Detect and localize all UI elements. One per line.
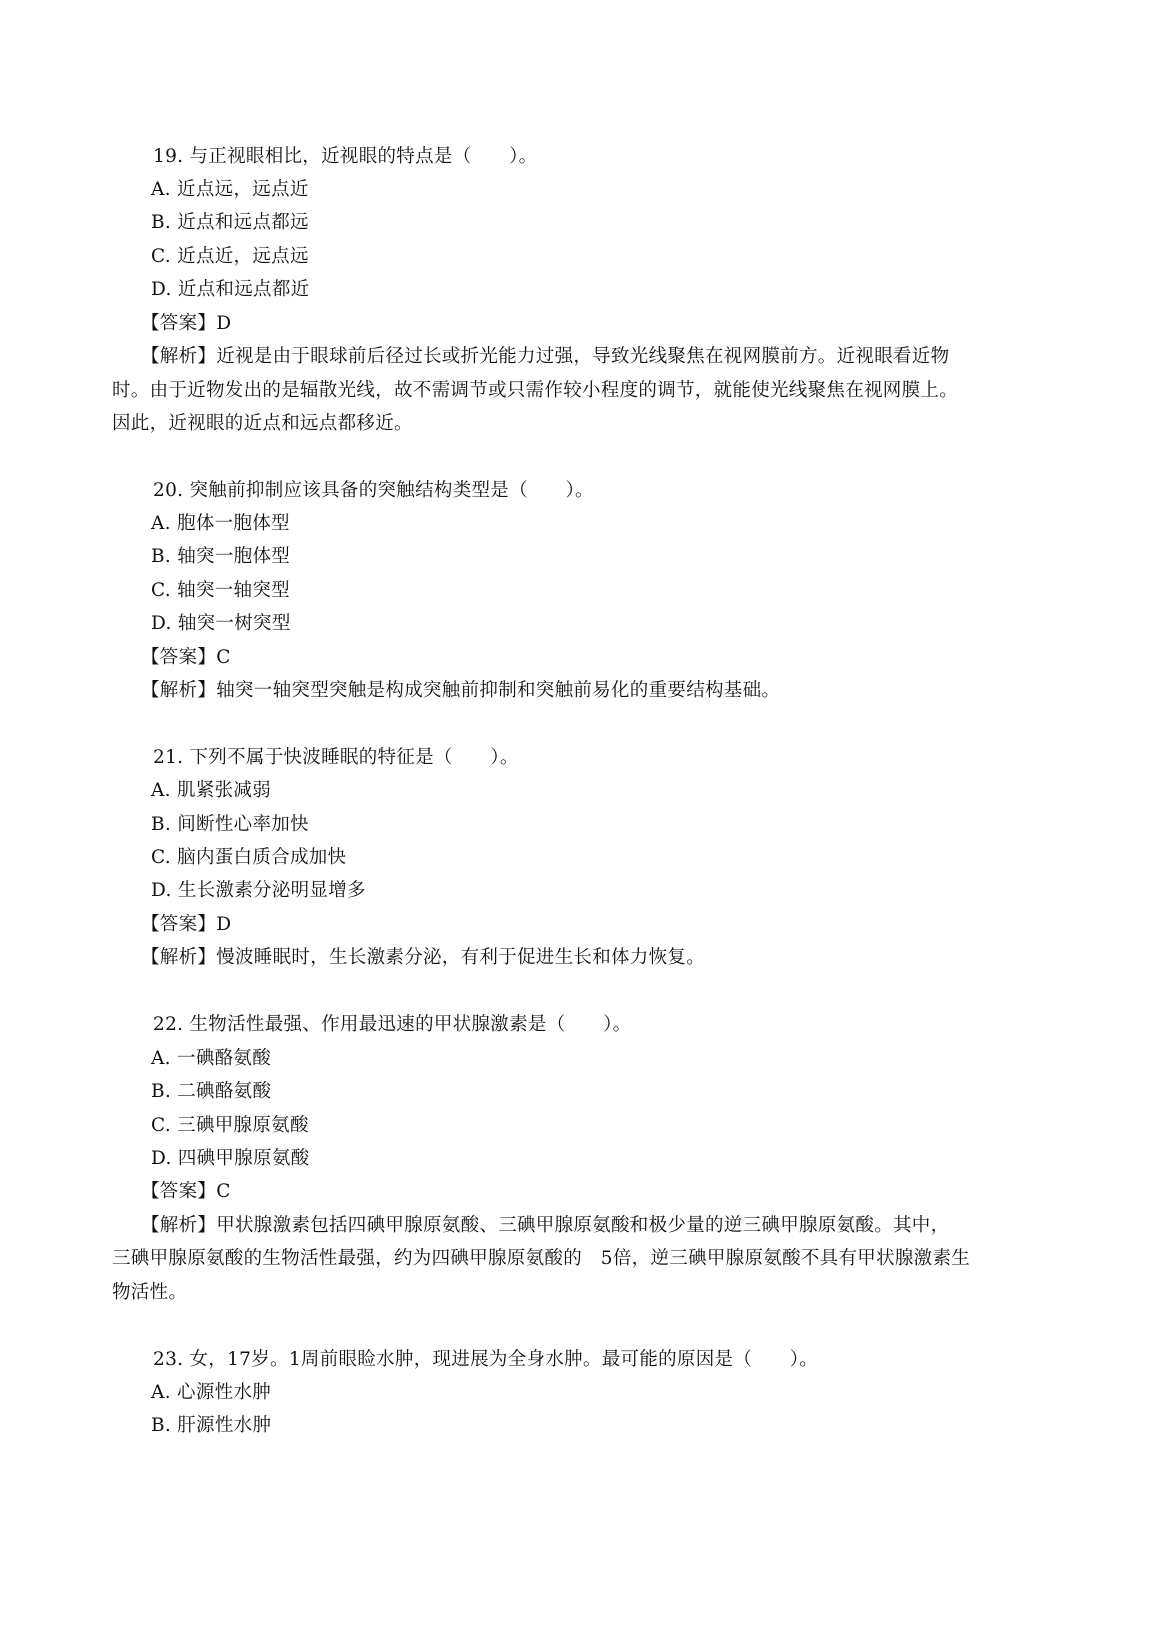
question-stem: 21. 下列不属于快波睡眠的特征是（ ）。 bbox=[153, 747, 519, 768]
question-option: B. 二碘酪氨酸 bbox=[151, 1081, 272, 1102]
question-stem: 22. 生物活性最强、作用最迅速的甲状腺激素是（ ）。 bbox=[153, 1014, 632, 1035]
question-option: C. 脑内蛋白质合成加快 bbox=[151, 847, 347, 868]
question-stem: 20. 突触前抑制应该具备的突触结构类型是（ ）。 bbox=[153, 480, 594, 501]
answer-line: 【答案】D bbox=[141, 914, 232, 935]
question-option: B. 轴突一胞体型 bbox=[151, 546, 291, 567]
question-option: D. 近点和远点都近 bbox=[151, 279, 310, 300]
question-option: B. 肝源性水肿 bbox=[151, 1415, 272, 1436]
question-option: D. 生长激素分泌明显增多 bbox=[151, 880, 366, 901]
explanation-line: 【解析】甲状腺激素包括四碘甲腺原氨酸、三碘甲腺原氨酸和极少量的逆三碘甲腺原氨酸。其中， bbox=[141, 1215, 950, 1236]
question-option: A. 近点远，远点近 bbox=[151, 179, 309, 200]
explanation-line: 因此，近视眼的近点和远点都移近。 bbox=[112, 413, 413, 434]
question-option: C. 近点近，远点远 bbox=[151, 246, 309, 267]
question-stem: 23. 女，17岁。1周前眼睑水肿，现进展为全身水肿。最可能的原因是（ ）。 bbox=[153, 1349, 819, 1370]
answer-line: 【答案】C bbox=[141, 1181, 231, 1202]
question-option: A. 肌紧张减弱 bbox=[151, 780, 272, 801]
answer-line: 【答案】D bbox=[141, 313, 232, 334]
question-option: C. 轴突一轴突型 bbox=[151, 580, 290, 601]
question-option: C. 三碘甲腺原氨酸 bbox=[151, 1115, 309, 1136]
answer-line: 【答案】C bbox=[141, 647, 231, 668]
question-option: D. 四碘甲腺原氨酸 bbox=[151, 1148, 310, 1169]
question-option: A. 胞体一胞体型 bbox=[151, 513, 290, 534]
explanation-line: 【解析】慢波睡眠时，生长激素分泌，有利于促进生长和体力恢复。 bbox=[141, 947, 706, 968]
question-option: B. 间断性心率加快 bbox=[151, 814, 309, 835]
explanation-line: 物活性。 bbox=[112, 1282, 188, 1303]
explanation-line: 三碘甲腺原氨酸的生物活性最强，约为四碘甲腺原氨酸的 5倍，逆三碘甲腺原氨酸不具有甲状腺激素生 bbox=[112, 1248, 971, 1269]
question-stem: 19. 与正视眼相比，近视眼的特点是（ ）。 bbox=[153, 146, 538, 167]
question-option: D. 轴突一树突型 bbox=[151, 613, 291, 634]
explanation-line: 时。由于近物发出的是辐散光线，故不需调节或只需作较小程度的调节，就能使光线聚焦在视网膜上。 bbox=[112, 380, 959, 401]
explanation-line: 【解析】轴突一轴突型突触是构成突触前抑制和突触前易化的重要结构基础。 bbox=[141, 680, 781, 701]
question-option: A. 心源性水肿 bbox=[151, 1382, 272, 1403]
question-option: B. 近点和远点都远 bbox=[151, 212, 309, 233]
question-option: A. 一碘酪氨酸 bbox=[151, 1048, 272, 1069]
explanation-line: 【解析】近视是由于眼球前后径过长或折光能力过强，导致光线聚焦在视网膜前方。近视眼看近物 bbox=[141, 346, 950, 367]
